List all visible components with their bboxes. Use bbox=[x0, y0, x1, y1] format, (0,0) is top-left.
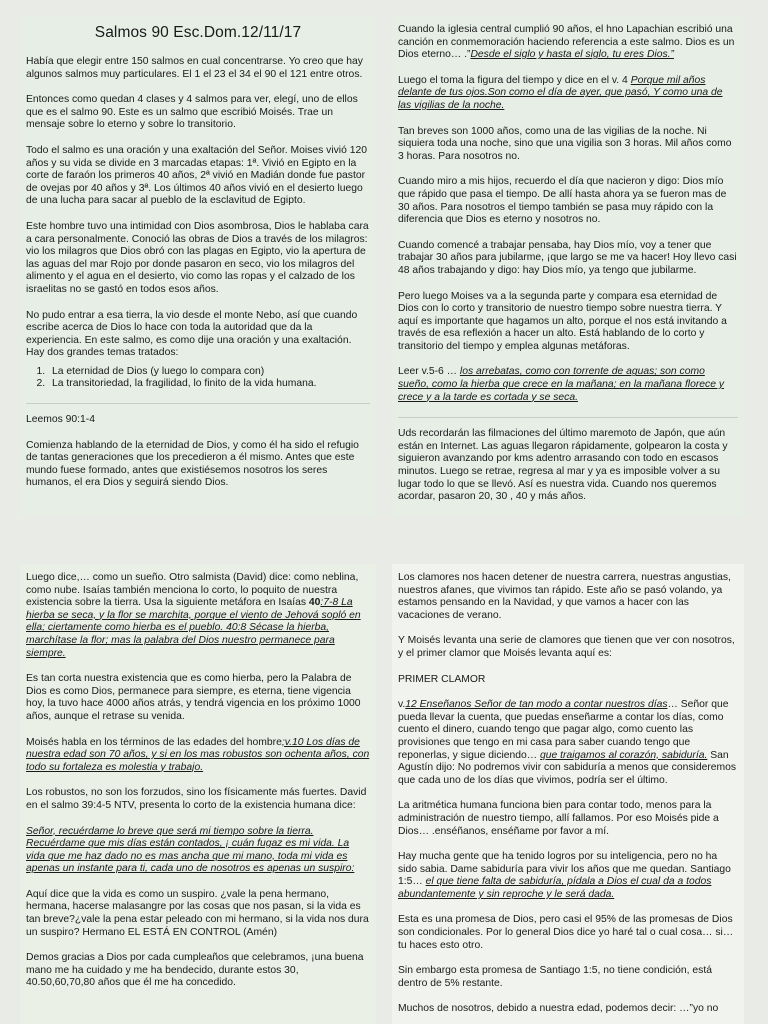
paragraph bbox=[26, 572, 370, 660]
paragraph: Comienza hablando de la eternidad de Dios, y como él ha sido el refugio de tantas generaciones que los precedieron a él mismo. Antes que este mundo fuese formado, antes que existiésemos nosotros los seres humanos, el era Dios y seguirá siendo Dios. bbox=[26, 439, 359, 489]
paragraph bbox=[398, 699, 738, 787]
quote-text: los arrebatas, como con torrente de aguas; son como sueño, como la hierba que crece en la mañana; en la mañana florece y crece y a la tarde es cortada y se seca. bbox=[398, 366, 725, 403]
text-run: San Agustín dijo: No podremos vivir con sabiduría a menos que consideremos que cada uno de los días que vivimos, podría ser el último. bbox=[398, 749, 737, 786]
page-bottom-right bbox=[392, 564, 744, 1024]
divider bbox=[398, 417, 738, 418]
text-run: Leer v.5-6 … bbox=[398, 366, 460, 378]
quote-text: que traigamos al corazón, sabiduría. bbox=[540, 749, 708, 761]
divider bbox=[26, 403, 370, 404]
paragraph: No pudo entrar a esa tierra, la vio desde el monte Nebo, así que cuando escribe acerca de Dios lo hace con toda la autoridad que da la experiencia. En este salmo, es como dije una oración y una exaltación. Hay dos grandes temas tratados: bbox=[26, 309, 358, 359]
page-title: Salmos 90 Esc.Dom.12/11/17 bbox=[94, 24, 302, 41]
paragraph: Pero luego Moises va a la segunda parte y compara esa eternidad de Dios con lo corto y transitorio de nuestro tiempo sobre nuestra tierra. Y aquí es importante que hagamos un alto, porque el nos está invitando a través de esa reflexión a hacer un alto. Está hablando de lo corto y transitorio del tiempo y emplea algunas metáforas. bbox=[398, 290, 727, 352]
list-item: 1. La eternidad de Dios (y luego lo compara con) bbox=[48, 366, 370, 379]
paragraph: Entonces como quedan 4 clases y 4 salmos para ver, elegí, uno de ellos que es el salmo 90. Este es un salmo que escribió Moisés. Trae un mensaje sobre lo eterno y sobre lo transitorio. bbox=[26, 94, 358, 131]
text-run: Moisés habla en los términos de las edades del hombre bbox=[26, 736, 282, 748]
paragraph: Todo el salmo es una oración y una exaltación del Señor. Moises vivió 120 años y su vida se divide en 3 marcadas etapas: 1ª. Vivió en Egipto en la corte de faraón los primeros 40 años, 2ª vivió en Madián donde fue pastor de ovejas por 40 años y 3ª. Los últimos 40 años vivió en el desierto luego de una lucha para sacar al pueblo de la esclavitud de Egipto. bbox=[26, 144, 367, 207]
list-item: 2. La transitoriedad, la fragilidad, lo finito de la vida humana. bbox=[48, 378, 370, 391]
paragraph: Cuando comencé a trabajar pensaba, hay Dios mío, voy a tener que trabajar 30 años para jubilarme, ¡que largo se me va hacer! Hoy llevo casi 48 años trabajando y digo: hay Dios mío, ya tengo que jubilarme. bbox=[398, 239, 737, 276]
text-run: Hay mucha gente que ha tenido logros por su inteligencia, pero no ha sido sabia. Dame sabiduría para vivir los años que me quedan. Santiago 1:5… bbox=[398, 851, 731, 888]
paragraph bbox=[398, 75, 738, 113]
quote-text: el que tiene falta de sabiduría, pídala a Dios el cual da a todos abundantemente y sin reproche y le será dada. bbox=[398, 876, 712, 900]
paragraph: Demos gracias a Dios por cada cumpleaños que celebramos, ¡una buena mano me ha cuidado y me ha bendecido, durante estos 30, 40.50,60,70,80 años que él me ha concedido. bbox=[26, 952, 364, 989]
paragraph: Cuando miro a mis hijos, recuerdo el día que nacieron y digo: Dios mío que rápido que pasa el tiempo. De allí hasta ahora ya se fueron mas de 30 años. Para nosotros el tiempo también se pasa muy rápido con la diferencia que Dios es eterno y nosotros no. bbox=[398, 176, 727, 226]
paragraph bbox=[26, 737, 370, 775]
paragraph: Había que elegir entre 150 salmos en cual concentrarse. Yo creo que hay algunos salmos muy particulares. El 1 el 23 el 34 el 90 el 121 entre otros. bbox=[26, 56, 363, 80]
paragraph: La aritmética humana funciona bien para contar todo, menos para la administración de nuestro tiempo, allí fallamos. Por eso Moisés pide a Dios… .enséñanos, enséñame por favor a mí. bbox=[398, 800, 719, 837]
topics-list bbox=[26, 366, 370, 391]
paragraph: Uds recordarán las filmaciones del último maremoto de Japón, que aún están en Internet. Las aguas llegaron rápidamente, golpearon la costa y siguieron avanzando por kms adentro arrasando con todo en escasos minutos. Luego se retrae, regresa al mar y ya es imposible volver a su lugar todo lo que se llevó. Así es nuestra vida. Cuando nos queremos acordar, pasaron 20, 30 , 40 y más años. bbox=[398, 428, 728, 503]
quote-text: :7-8 La hierba se seca, y la flor se marchita, porque el viento de Jehová sopló en ella; ciertamente como hierba es el pueblo. 40:8 Sécase la hierba, marchítase la flor; mas la palabra del Dios nuestro permanece para siempre. bbox=[26, 597, 361, 659]
paragraph bbox=[398, 851, 738, 901]
quote-text: Porque mil años delante de tus ojos.Son como el día de ayer, que pasó, Y como una de las vigilias de la noche. bbox=[398, 74, 723, 111]
paragraph bbox=[398, 366, 738, 404]
paragraph: Leemos 90:1-4 bbox=[26, 414, 96, 426]
paragraph: Y Moisés levanta una serie de clamores que tienen que ver con nosotros, y el primer clamor que Moisés levanta aquí es: bbox=[398, 635, 735, 659]
page-top-right bbox=[392, 16, 744, 516]
paragraph: Los robustos, no son los forzudos, sino los físicamente más fuertes. David en el salmo 39:4-5 NTV, presenta lo corto de la existencia humana dice: bbox=[26, 787, 367, 811]
verse-number: 40 bbox=[308, 597, 321, 609]
paragraph: Esta es una promesa de Dios, pero casi el 95% de las promesas de Dios son condicionales. Por lo general Dios dice yo haré tal o cual cosa… si… tu haces esto otro. bbox=[398, 914, 734, 951]
quote-text: ;v.10 Los días de nuestra edad son 70 años, y si en los mas robustos son ochenta años, con todo su fortaleza es molestia y trabajo. bbox=[26, 736, 370, 773]
quote-text: 12 Enseñanos Señor de tan modo a contar nuestros días bbox=[405, 699, 668, 711]
paragraph: Este hombre tuvo una intimidad con Dios asombrosa, Dios le hablaba cara a cara personalmente. Conoció las obras de Dios a través de los milagros: vio los milagros que Dios obró con las plagas en Egipto, vio la apertura de las aguas del mar Rojo por donde pasaron en seco, vio los milagros del alimento y el agua en el desierto, vio como las ropas y el calzado de los israelitas no se gastó en todos esos años. bbox=[26, 220, 369, 295]
paragraph: Es tan corta nuestra existencia que es como hierba, pero la Palabra de Dios es como Dios, permanece para siempre, es eterna, tiene vigencia hoy, la tuvo hace 4000 años atrás, y tendrá vigencia en los próximo 1000 años, aunque el retrase su venida. bbox=[26, 673, 361, 722]
paragraph: Sin embargo esta promesa de Santiago 1:5, no tiene condición, está dentro de 5% restante. bbox=[398, 965, 712, 989]
quote-text: Desde el siglo y hasta el siglo, tu eres Dios.” bbox=[470, 49, 674, 61]
paragraph: Tan breves son 1000 años, como una de las vigilias de la noche. Ni siquiera toda una noche, sino que una vigilia son 3 horas. Mil años como 3 horas. Para nosotros no. bbox=[398, 125, 732, 162]
text-run: Luego el toma la figura del tiempo y dice en el v. 4 bbox=[398, 74, 631, 86]
text-run: v. bbox=[398, 699, 406, 711]
section-heading: PRIMER CLAMOR bbox=[398, 673, 486, 685]
text-run: Cuando la iglesia central cumplió 90 años, el hno Lapachian escribió una canción en conmemoración haciendo referencia a este salmo. Dios es un Dios eterno… .” bbox=[398, 24, 735, 61]
paragraph bbox=[398, 24, 738, 62]
paragraph: Los clamores nos hacen detener de nuestra carrera, nuestras angustias, nuestros afanes, que vivimos tan rápido. Este año se pasó volando, ya estamos pensando en la Navidad, y que vamos a hacer con las vacaciones de verano. bbox=[398, 572, 731, 621]
text-run: … Señor que pueda llevar la cuenta, que puedas enseñarme a contar los días, como cuento el dinero, cuando tengo que pagar algo, como cuento las provisiones que tengo en mi casa para saber cuando tengo que reponerlas, y sigue diciendo… bbox=[398, 699, 729, 761]
paragraph: Aquí dice que la vida es como un suspiro. ¿vale la pena hermano, hermana, hacerse malasangre por las cosas que nos pasan, si la vida es tan breve?¿vale la pena estar peleado con mi hermano, si la vida nos dura un suspiro? Hermano EL ESTÁ EN CONTROL (Amén) bbox=[26, 888, 369, 938]
text-run: Luego dice,… como un sueño. Otro salmista (David) dice: como neblina, como nube. Isaías también menciona lo corto, lo poquito de nuestra existencia sobre la tierra. Usa la siguiente metáfora en Isaías bbox=[26, 572, 359, 609]
page-top-left bbox=[20, 16, 376, 516]
quote-paragraph: Señor, recuérdame lo breve que será mi tiempo sobre la tierra. Recuérdame que mis días están contados, ¡ cuán fugaz es mi vida. La vida que me haz dado no es mas ancha que mi mano, toda mi vida es apenas un instante para ti, cada uno de nosotros es apenas un suspiro: bbox=[26, 825, 355, 875]
paragraph: Muchos de nosotros, debido a nuestra edad, podemos decir: …”yo no bbox=[398, 1003, 719, 1015]
page-bottom-left bbox=[20, 564, 376, 1024]
